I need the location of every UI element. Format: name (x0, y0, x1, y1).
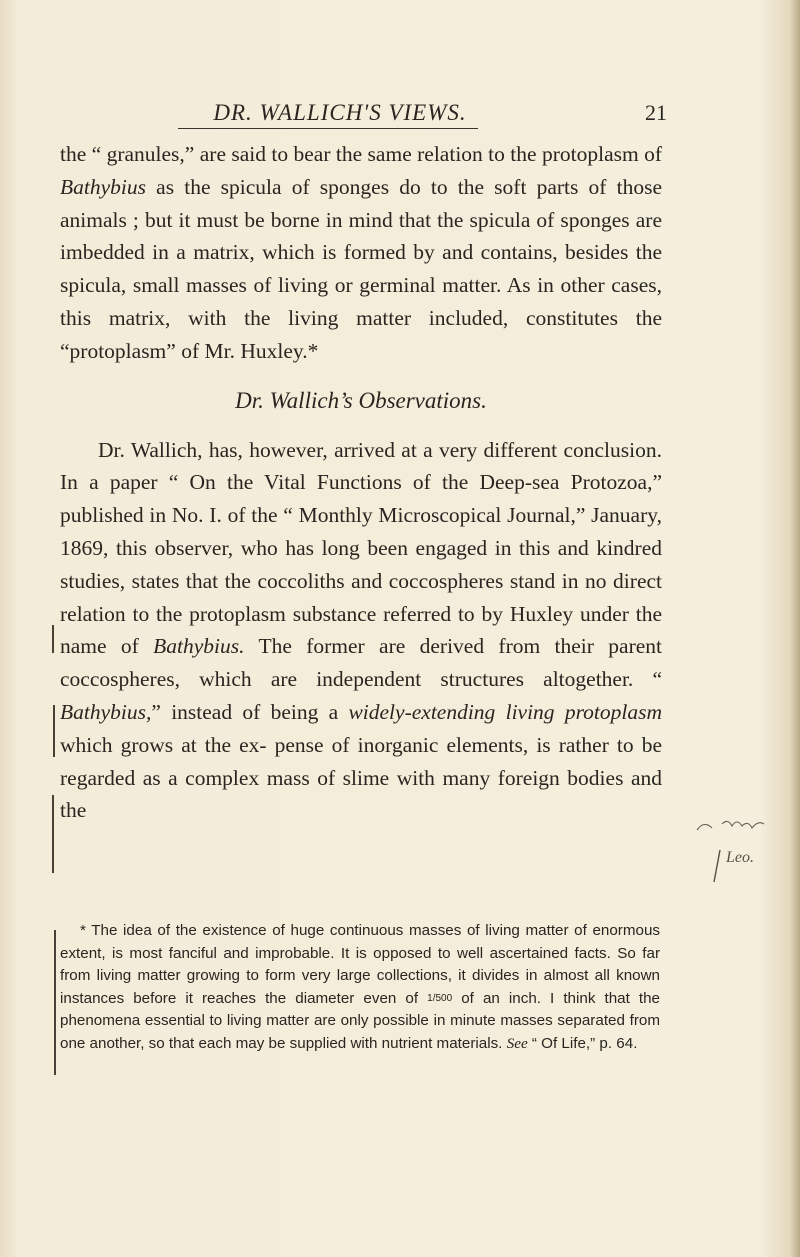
footnote-text (60, 920, 660, 1056)
page-edge-shadow (790, 0, 800, 1257)
text-run: as the spicula of sponges do to the soft parts of those animals ; but it must be borne in mind that the spicula of sponges are imbedded in a matrix, which is formed by and contains, besides the spicula, small masses of living or germinal matter. As in other cases, this matrix, with the living matter included, constitutes the “protoplasm” of Mr. Huxley.* (60, 174, 662, 363)
italic-run: See (506, 1034, 528, 1052)
text-run: The former are derived from their parent coccospheres, which are independent structures altogether. “ (60, 634, 662, 692)
italic-run: Bathybius. (153, 634, 245, 659)
text-run: ” instead of being a (151, 699, 349, 724)
page-number: 21 (645, 100, 667, 125)
text-run: * The idea of the existence of huge continuous masses of living matter of enormous extent, is most fanciful and improbable. It is opposed to well ascertained facts. So far from living matter growing to form very large collections, it divides in almost all known instances before it reaches the diameter even of (60, 922, 660, 1007)
margin-mark (52, 795, 54, 873)
italic-run: Bathybius, (60, 699, 152, 724)
text-run: “ Of Life,” p. 64. (527, 1034, 638, 1052)
text-run: of an inch. I think that the phenomena essential to living matter are only possible in minute masses separated from one another, so that each may be supplied with nutrient materials. (60, 989, 660, 1052)
handwritten-annotation (692, 810, 782, 890)
margin-mark (52, 625, 54, 653)
margin-mark (53, 705, 55, 757)
fraction: 1/500 (427, 992, 453, 1004)
margin-mark (54, 930, 56, 1075)
text-run: Dr. Wallich, has, however, arrived at a very different conclusion. In a paper “ On the Vital Functions of the Deep-sea Protozoa,” published in No. I. of the “ Monthly Microscopical Journal,” January, 1869, this observer, who has long been engaged in this and kindred studies, states that the coccoliths and coccospheres stand in no direct relation to the protoplasm substance referred to by Huxley under the name of (60, 437, 662, 659)
section-heading: Dr. Wallich’s Observations. (235, 387, 487, 413)
text-run: the “ granules,” are said to bear the same relation to the protoplasm of (60, 142, 662, 166)
italic-run: Bathybius (60, 174, 146, 199)
footnote (60, 920, 660, 1056)
annotation-text: Leo. (726, 849, 754, 866)
paragraph-2 (60, 434, 662, 828)
paragraph-1 (60, 138, 662, 368)
running-head: DR. WALLICH'S VIEWS. (213, 100, 467, 125)
main-text (60, 138, 662, 827)
header-rule (178, 128, 478, 129)
text-run: which grows at the ex- pense of inorganic elements, is rather to be regarded as a complex mass of slime with many foreign bodies and the (60, 732, 662, 823)
italic-run: widely-extending living protoplasm (348, 699, 662, 724)
